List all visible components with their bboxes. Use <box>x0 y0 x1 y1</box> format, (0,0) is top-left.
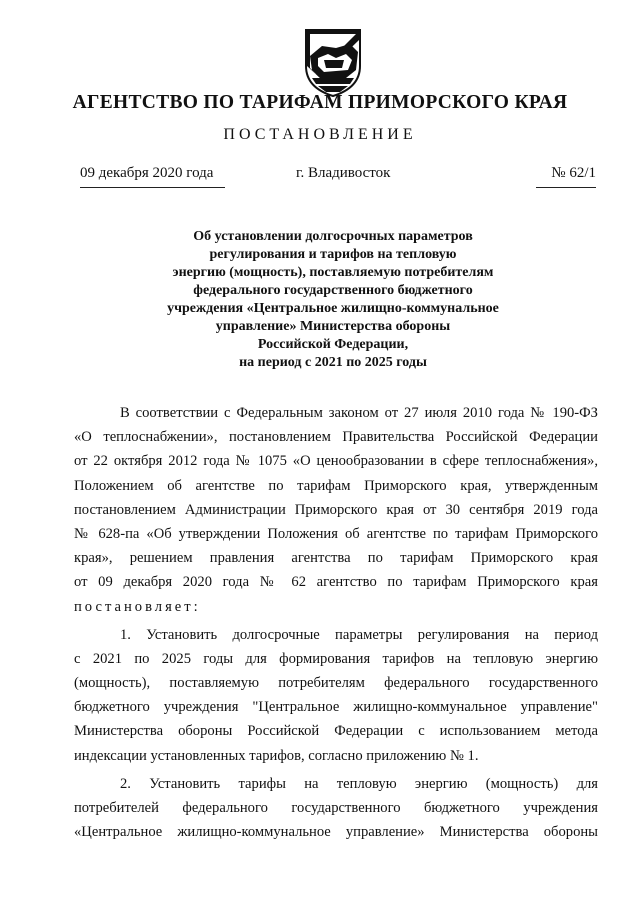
body-line: «Центральное жилищно-коммунальное управление» Министерства обороны <box>74 824 598 841</box>
body-line: 1. Установить долгосрочные параметры регулирования на период <box>120 626 598 643</box>
paragraph-item-1 <box>74 623 598 768</box>
body-line: края», решением правления агентства по тарифам Приморского края <box>74 550 598 567</box>
body-line: (мощность), поставляемую потребителям федерального государственного <box>74 675 598 692</box>
document-title <box>130 228 536 372</box>
resolution-word: постановляет: <box>74 598 201 615</box>
document-city: г. Владивосток <box>296 165 391 181</box>
title-line: учреждения «Центральное жилищно-коммунальное <box>167 301 499 316</box>
title-line: Об установлении долгосрочных параметров <box>193 229 473 244</box>
body-line: бюджетного учреждения "Центральное жилищно-коммунальное управление" <box>74 699 598 716</box>
body-line: № 628-па «Об утверждении Положения об агентстве по тарифам Приморского <box>74 525 598 542</box>
primorsky-coat-of-arms-icon <box>300 26 366 98</box>
paragraph-item-2 <box>74 772 598 845</box>
title-line: управление» Министерства обороны <box>215 319 451 334</box>
title-line: энергию (мощность), поставляемую потребителям <box>172 265 494 280</box>
body-line: 2. Установить тарифы на тепловую энергию (мощность) для <box>120 775 598 792</box>
document-body <box>74 401 598 844</box>
body-line: Министерства обороны Российской Федерации с использованием метода <box>74 723 598 740</box>
title-line: федерального государственного бюджетного <box>193 283 473 298</box>
body-line: Положением об агентстве по тарифам Приморского края, утвержденным <box>74 477 598 494</box>
body-line: В соответствии с Федеральным законом от 27 июля 2010 года № 190-ФЗ <box>120 405 598 421</box>
document-number: № 62/1 <box>536 165 596 188</box>
body-line: «О теплоснабжении», постановлением Правительства Российской Федерации <box>74 429 598 446</box>
body-line: с 2021 по 2025 годы для формирования тарифов на тепловую энергию <box>74 650 598 667</box>
title-line: на период с 2021 по 2025 годы <box>239 355 427 370</box>
document-type: ПОСТАНОВЛЕНИЕ <box>223 126 417 143</box>
title-line: Российской Федерации, <box>257 337 409 352</box>
agency-name: АГЕНТСТВО ПО ТАРИФАМ ПРИМОРСКОГО КРАЯ <box>72 92 568 113</box>
document-date: 09 декабря 2020 года <box>80 165 225 188</box>
body-line: от 09 декабря 2020 года № 62 агентство по тарифам Приморского края <box>74 574 598 591</box>
body-line: индексации установленных тарифов, согласно приложению № 1. <box>74 747 479 764</box>
title-line: регулирования и тарифов на тепловую <box>209 247 457 262</box>
body-line: потребителей федерального государственного бюджетного учреждения <box>74 800 598 816</box>
body-line: от 22 октября 2012 года № 1075 «О ценообразовании в сфере теплоснабжения», <box>74 453 598 470</box>
body-line: постановлением Администрации Приморского края от 30 сентября 2019 года <box>74 501 598 518</box>
paragraph-preamble <box>74 401 598 619</box>
